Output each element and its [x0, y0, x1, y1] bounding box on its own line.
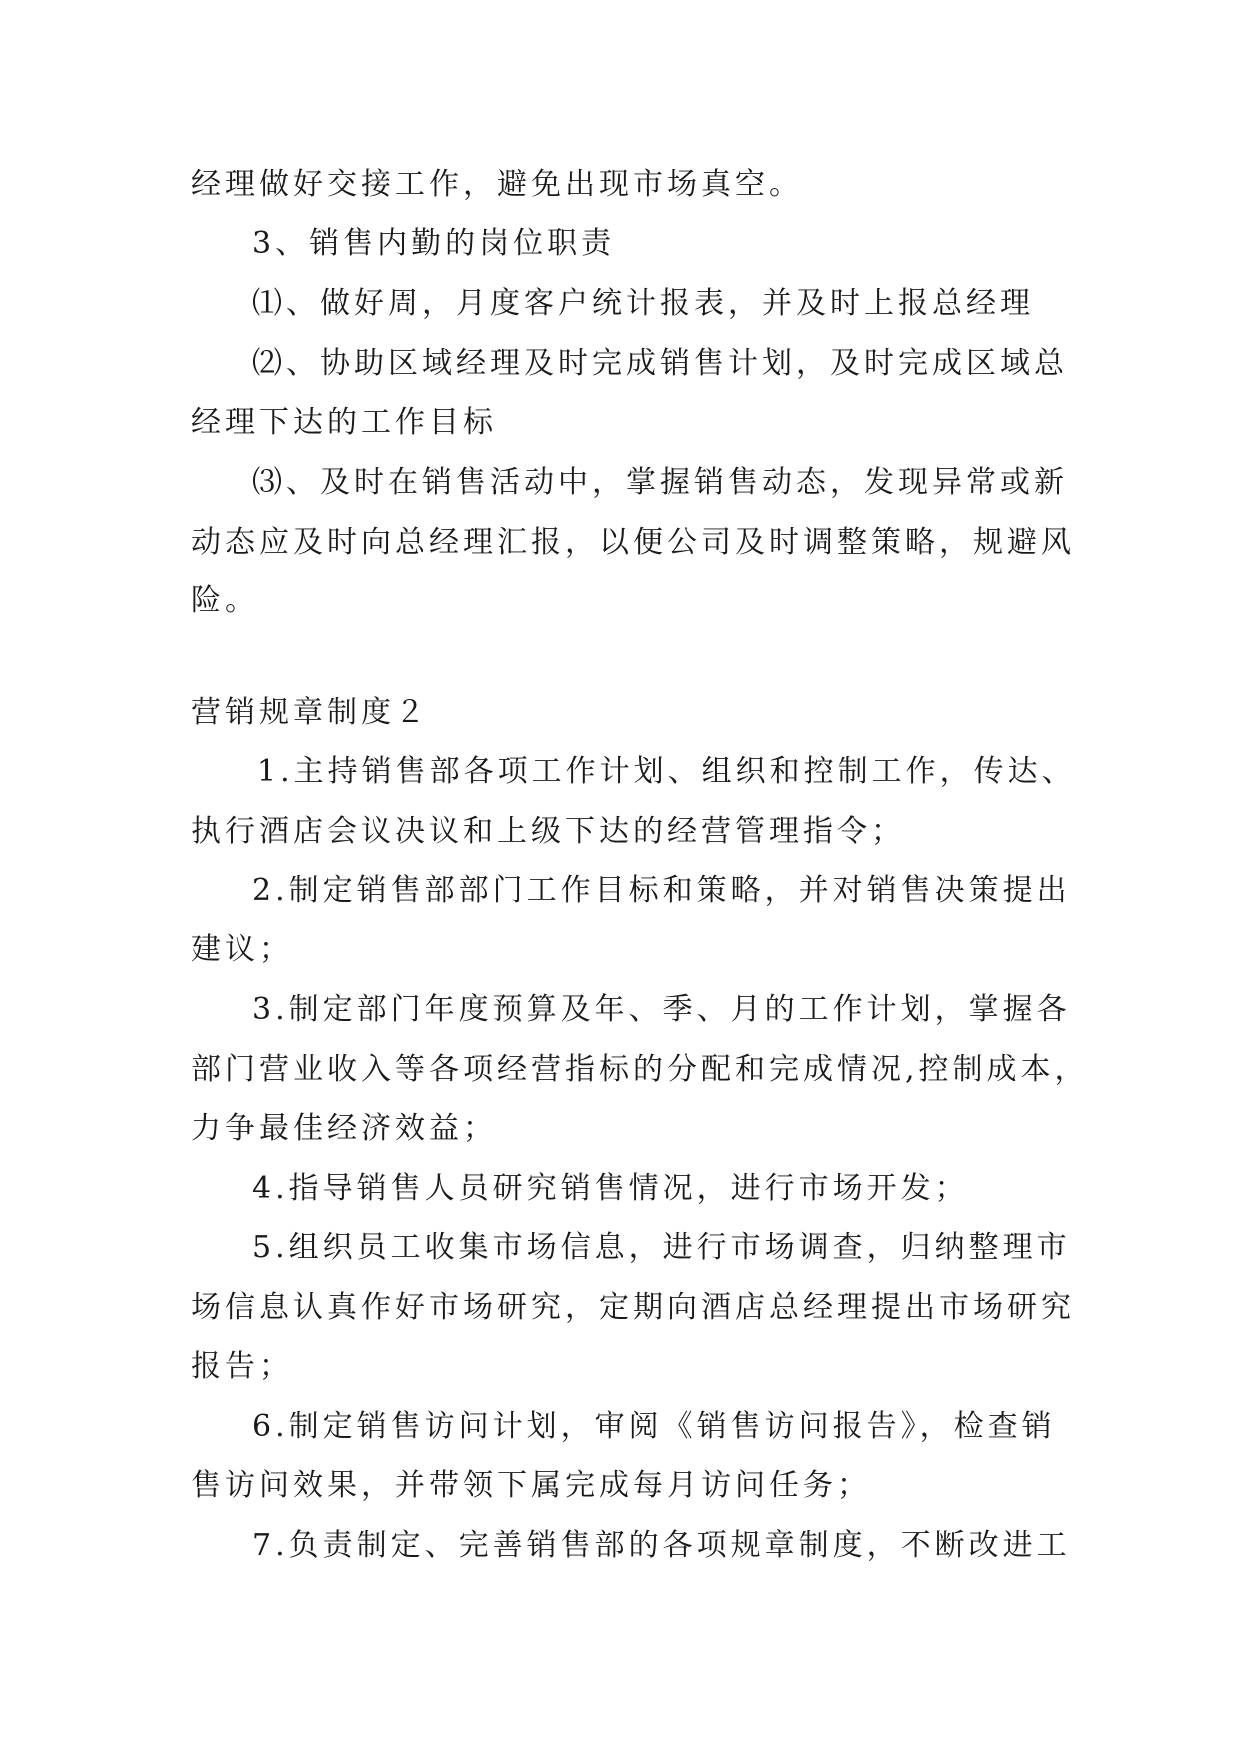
- list-item: 2.制定销售部部门工作目标和策略，并对销售决策提出: [252, 873, 1071, 908]
- list-item-continuation: 经理下达的工作目标: [191, 405, 497, 440]
- list-item: 4.指导销售人员研究销售情况，进行市场开发；: [252, 1171, 969, 1206]
- list-item-continuation: 部门营业收入等各项经营指标的分配和完成情况,控制成本，: [191, 1052, 1089, 1087]
- section-heading: 3、销售内勤的岗位职责: [252, 226, 616, 261]
- list-item: ⑴、做好周，月度客户统计报表，并及时上报总经理: [252, 286, 1034, 321]
- list-item-continuation: 售访问效果，并带领下属完成每月访问任务；: [191, 1468, 871, 1503]
- list-item: 6.制定销售访问计划，审阅《销售访问报告》，检查销: [252, 1409, 1056, 1444]
- list-item-continuation: 场信息认真作好市场研究，定期向酒店总经理提出市场研究: [191, 1290, 1075, 1325]
- paragraph-line: 经理做好交接工作，避免出现市场真空。: [191, 167, 803, 202]
- list-item-continuation: 险。: [191, 583, 259, 618]
- list-item-continuation: 建议；: [191, 932, 293, 967]
- list-item-continuation: 报告；: [191, 1349, 293, 1384]
- list-item-continuation: 力争最佳经济效益；: [191, 1111, 497, 1146]
- list-item: 7.负责制定、完善销售部的各项规章制度，不断改进工: [252, 1528, 1071, 1563]
- section-title: 营销规章制度２: [191, 695, 429, 730]
- list-item-continuation: 动态应及时向总经理汇报，以便公司及时调整策略，规避风: [191, 525, 1075, 560]
- list-item-continuation: 执行酒店会议决议和上级下达的经营管理指令；: [191, 814, 905, 849]
- list-item: 3.制定部门年度预算及年、季、月的工作计划，掌握各: [252, 992, 1071, 1027]
- list-item: ⑵、协助区域经理及时完成销售计划，及时完成区域总: [252, 346, 1068, 381]
- list-item: ⑶、及时在销售活动中，掌握销售动态，发现异常或新: [252, 465, 1068, 500]
- list-item: 1.主持销售部各项工作计划、组织和控制工作，传达、: [257, 754, 1076, 789]
- list-item: 5.组织员工收集市场信息，进行市场调查，归纳整理市: [252, 1230, 1071, 1265]
